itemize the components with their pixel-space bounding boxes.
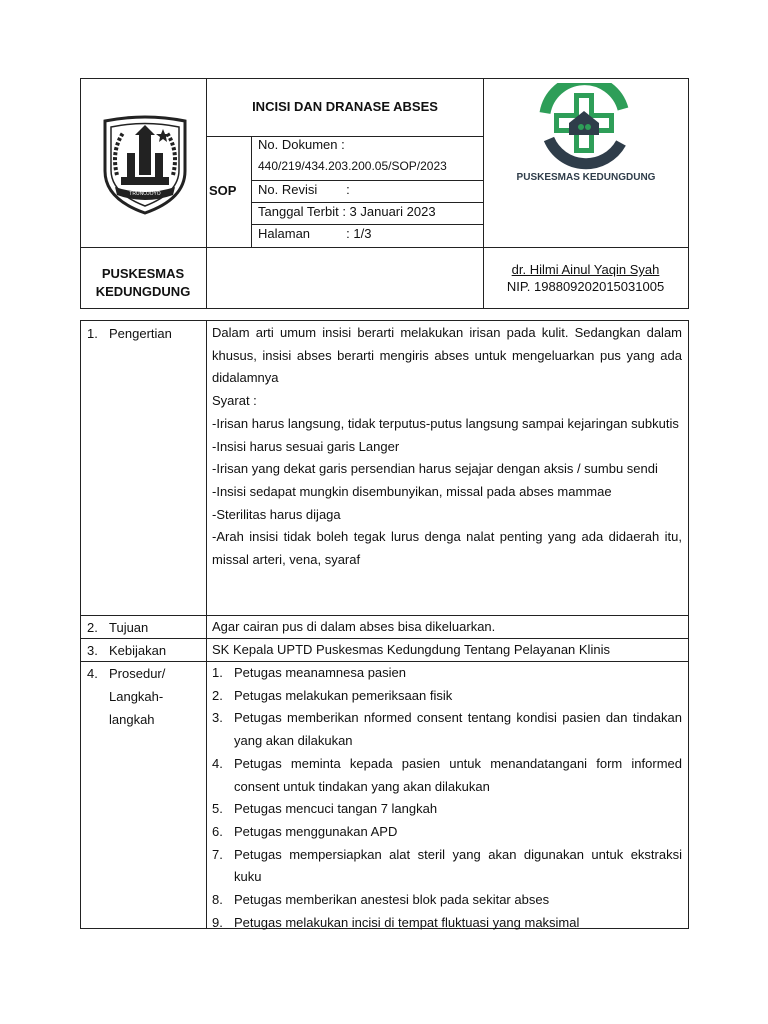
prosedur-step xyxy=(212,685,682,708)
pengertian-intro: Dalam arti umum insisi berarti melakukan irisan pada kulit. Sedangkan dalam khusus, insisi abses berarti mengiris abses untuk mengeluarkan pus yang ada didalamnya xyxy=(212,325,682,386)
step-number: 4. xyxy=(212,755,223,771)
document-title: INCISI DAN DRANASE ABSES xyxy=(252,99,438,114)
section-label-prosedur: 4. Prosedur/ Langkah- langkah xyxy=(87,666,166,727)
step-number: 7. xyxy=(212,846,223,862)
no-revisi: No. Revisi : xyxy=(258,182,350,197)
step-number: 5. xyxy=(212,801,223,817)
step-text: Petugas memberikan nformed consent tentang kondisi pasien dan tindakan yang akan dilakukan xyxy=(234,710,682,749)
signer-nip: NIP. 198809202015031005 xyxy=(506,279,665,294)
sop-header-table xyxy=(80,78,689,309)
dash-bullet: - xyxy=(212,461,217,477)
dash-bullet: - xyxy=(212,529,217,545)
puskesmas-logo xyxy=(511,83,661,193)
organization-line-1: PUSKESMAS xyxy=(101,266,185,281)
step-text: Petugas mempersiapkan alat steril yang akan digunakan untuk ekstraksi kuku xyxy=(234,846,682,885)
tanggal-terbit: Tanggal Terbit : 3 Januari 2023 xyxy=(258,204,436,219)
prosedur-step xyxy=(212,821,682,844)
section-content-pengertian xyxy=(212,322,682,572)
crest-banner-text: TRUNOJOYO xyxy=(129,191,161,197)
syarat-text: Insisi harus sesuai garis Langer xyxy=(216,438,400,454)
prosedur-step xyxy=(212,707,682,752)
syarat-text: Irisan yang dekat garis persendian harus sejajar dengan aksis / sumbu sendi xyxy=(216,461,658,477)
syarat-list xyxy=(212,413,682,572)
section-content-kebijakan: SK Kepala UPTD Puskesmas Kedungdung Tentang Pelayanan Klinis xyxy=(212,642,610,657)
organization-name xyxy=(81,265,205,301)
step-text: Petugas melakukan pemeriksaan fisik xyxy=(234,687,453,703)
section-label-tujuan: 2. Tujuan xyxy=(87,620,149,635)
section-content-tujuan: Agar cairan pus di dalam abses bisa dikeluarkan. xyxy=(212,619,496,634)
logo-right-text: PUSKESMAS KEDUNGDUNG xyxy=(516,172,656,183)
step-text: Petugas meanamnesa pasien xyxy=(234,665,407,680)
syarat-item xyxy=(212,413,682,436)
signature-block xyxy=(484,261,687,295)
step-text: Petugas melakukan incisi di tempat fluktuasi yang maksimal xyxy=(234,914,580,930)
syarat-label: Syarat : xyxy=(212,393,257,409)
step-text: Petugas memberikan anestesi blok pada sekitar abses xyxy=(234,892,550,908)
step-text: Petugas meminta kepada pasien untuk menandatangani form informed consent untuk tindakan yang akan dilakukan xyxy=(234,755,682,794)
step-number: 9. xyxy=(212,914,223,930)
syarat-item xyxy=(212,458,682,481)
syarat-item xyxy=(212,504,682,527)
regency-crest-logo xyxy=(97,115,193,215)
no-dokumen-value: 440/219/434.203.200.05/SOP/2023 xyxy=(258,159,447,173)
step-number: 2. xyxy=(212,687,223,703)
dash-bullet: - xyxy=(212,506,217,522)
syarat-text: Arah insisi tidak boleh tegak lurus denga nalat penting yang ada didaerah itu, missal arteri, vena, syaraf xyxy=(212,529,682,568)
syarat-item xyxy=(212,436,682,459)
prosedur-step xyxy=(212,889,682,912)
syarat-text: Insisi sedapat mungkin disembunyikan, missal pada abses mammae xyxy=(216,483,612,499)
step-number: 8. xyxy=(212,892,223,908)
syarat-text: Irisan harus langsung, tidak terputus-putus langsung sampai kejaringan subkutis xyxy=(216,415,679,431)
dash-bullet: - xyxy=(212,415,217,431)
no-dokumen-label: No. Dokumen : xyxy=(258,137,345,152)
prosedur-step xyxy=(212,798,682,821)
section-label-pengertian: 1. Pengertian xyxy=(87,326,172,341)
sop-content-table xyxy=(80,320,689,929)
step-text: Petugas mencuci tangan 7 langkah xyxy=(234,801,438,817)
syarat-item xyxy=(212,481,682,504)
signer-name: dr. Hilmi Ainul Yaqin Syah xyxy=(511,262,660,277)
prosedur-steps xyxy=(212,662,682,934)
halaman: Halaman : 1/3 xyxy=(258,226,372,241)
section-label-kebijakan: 3. Kebijakan xyxy=(87,643,167,658)
syarat-item xyxy=(212,526,682,571)
dash-bullet: - xyxy=(212,483,217,499)
prosedur-step xyxy=(212,844,682,889)
organization-line-2: KEDUNGDUNG xyxy=(95,284,191,299)
prosedur-step xyxy=(212,662,682,685)
step-number: 1. xyxy=(212,665,223,680)
step-number: 6. xyxy=(212,823,223,839)
step-text: Petugas menggunakan APD xyxy=(234,823,398,839)
prosedur-step xyxy=(212,912,682,935)
prosedur-step xyxy=(212,753,682,798)
sop-label: SOP xyxy=(209,183,237,198)
dash-bullet: - xyxy=(212,438,217,454)
step-number: 3. xyxy=(212,710,223,726)
syarat-text: Sterilitas harus dijaga xyxy=(216,506,341,522)
